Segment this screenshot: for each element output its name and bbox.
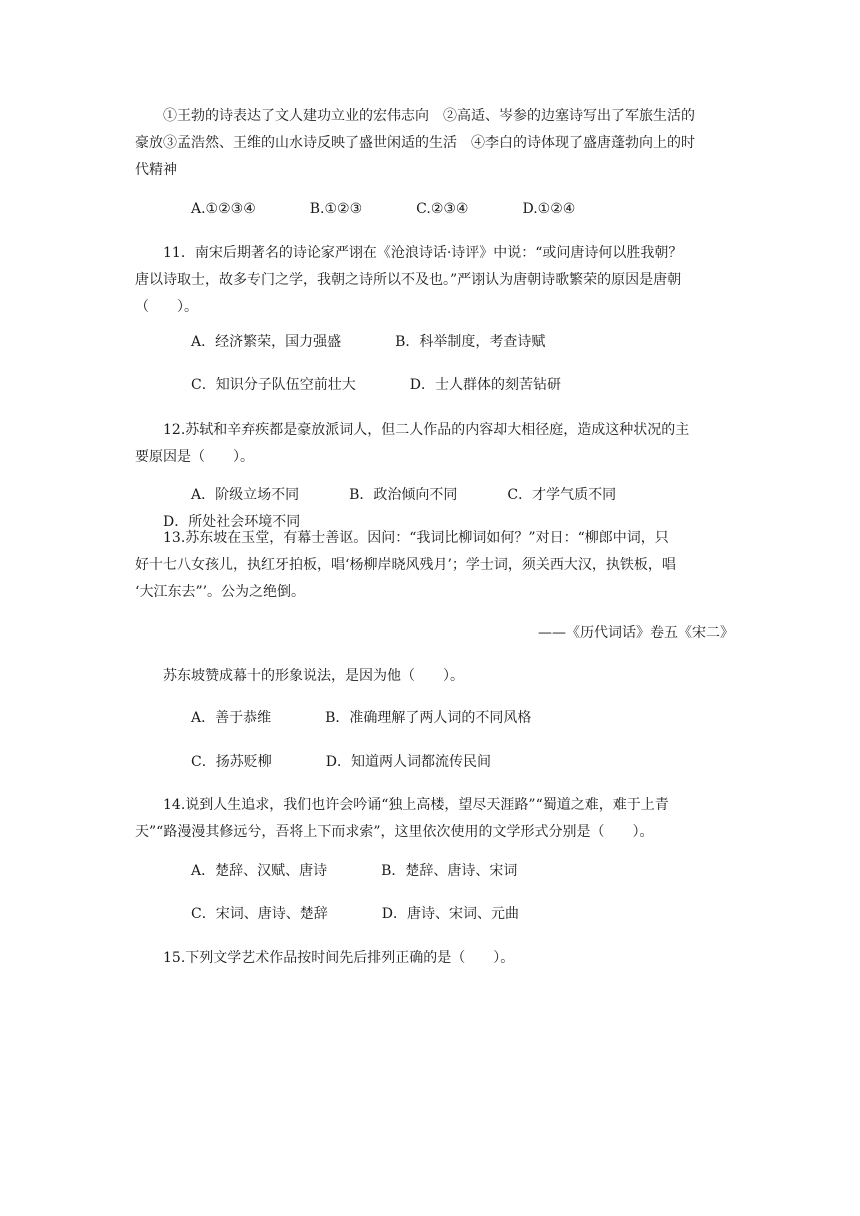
- q11-options-row-2: [135, 372, 735, 399]
- q13-stem: [135, 525, 735, 606]
- q10-option-c: C.②③④: [416, 201, 469, 217]
- q10-option-a: A.①②③④: [191, 201, 256, 217]
- q13-option-a: A．善于恭维: [191, 710, 272, 726]
- q11-line-1: 11．南宋后期著名的诗论家严诩在《沧浪诗话·诗评》中说：“或问唐诗何以胜我朝？: [163, 245, 683, 261]
- q10-options: [135, 196, 735, 223]
- q14-options-row-1: [135, 858, 735, 885]
- q14-line-1: 14.说到人生追求，我们也许会吟诵“独上高楼，望尽天涯路”“蜀道之难，难于上青: [163, 797, 669, 813]
- q12-option-a: A．阶级立场不同: [191, 487, 300, 503]
- q10-line-2: 豪放③孟浩然、王维的山水诗反映了盛世闲适的生活 ④李白的诗体现了盛唐蓬勃向上的时: [135, 135, 695, 151]
- q11-line-2: 唐以诗取士，故多专门之学，我朝之诗所以不及也。”严诩认为唐朝诗歌繁荣的原因是唐朝: [135, 272, 682, 288]
- q10-line-1: ①王勃的诗表达了文人建功立业的宏伟志向 ②高适、岑参的边塞诗写出了军旅生活的: [163, 108, 695, 124]
- q11-line-3: （ ）。: [135, 299, 198, 315]
- q12-option-d: D．所处社会环境不同: [163, 514, 301, 530]
- q13-line-2: 好十七八女孩儿，执红牙拍板，唱‘杨柳岸晓风残月’；学士词，须关西大汉，执铁板，唱: [135, 557, 676, 573]
- q11-option-a: A．经济繁荣，国力强盛: [191, 334, 342, 350]
- q11-option-c: C．知识分子队伍空前壮大: [191, 377, 356, 393]
- q13-option-d: D．知道两人词都流传民间: [325, 754, 491, 770]
- q14-option-d: D．唐诗、宋词、元曲: [381, 906, 519, 922]
- q11-option-b: B．科举制度，考查诗赋: [395, 334, 546, 350]
- q13-options-row-1: [135, 705, 735, 732]
- q13-options-row-2: [135, 749, 735, 776]
- q12-line-2: 要原因是（ ）。: [135, 449, 254, 465]
- q14-stem: [135, 792, 735, 846]
- q11-stem: [135, 240, 735, 321]
- q14-option-c: C．宋词、唐诗、楚辞: [191, 906, 328, 922]
- q11-options-row-1: [135, 329, 735, 356]
- q15-stem: 15.下列文学艺术作品按时间先后排列正确的是（ ）。: [163, 950, 515, 966]
- q12-option-c: C．才学气质不同: [507, 487, 617, 503]
- q13-option-c: C．扬苏贬柳: [191, 754, 272, 770]
- q10-statements: [135, 103, 735, 184]
- q14-line-2: 天”“路漫漫其修远兮，吾将上下而求索”，这里依次使用的文学形式分别是（ ）。: [135, 824, 654, 840]
- q14-option-a: A．楚辞、汉赋、唐诗: [191, 863, 328, 879]
- q12-line-1: 12.苏轼和辛弃疾都是豪放派词人，但二人作品的内容却大相径庭，造成这种状况的主: [163, 422, 690, 438]
- q13-option-b: B．准确理解了两人词的不同风格: [325, 710, 532, 726]
- q13-line-3: ‘大江东去”’。公为之绝倒。: [135, 584, 306, 600]
- q13-line-1: 13.苏东坡在玉堂，有幕士善讴。因问：“我词比柳词如何？”对日：“柳郎中词，只: [163, 530, 669, 546]
- q13-question: 苏东坡赞成幕十的形象说法，是因为他（ ）。: [163, 668, 464, 684]
- q10-option-d: D.①②④: [522, 201, 576, 217]
- q14-options-row-2: [135, 901, 735, 928]
- q11-option-d: D．士人群体的刻苦钻研: [409, 377, 561, 393]
- q10-option-b: B.①②③: [309, 201, 363, 217]
- q12-stem: [135, 417, 735, 471]
- q13-source-citation: ——《历代词话》卷五《宋二》: [538, 625, 734, 641]
- q10-line-3: 代精神: [135, 162, 177, 178]
- q12-option-b: B．政治倾向不同: [349, 487, 458, 503]
- q14-option-b: B．楚辞、唐诗、宋词: [381, 863, 518, 879]
